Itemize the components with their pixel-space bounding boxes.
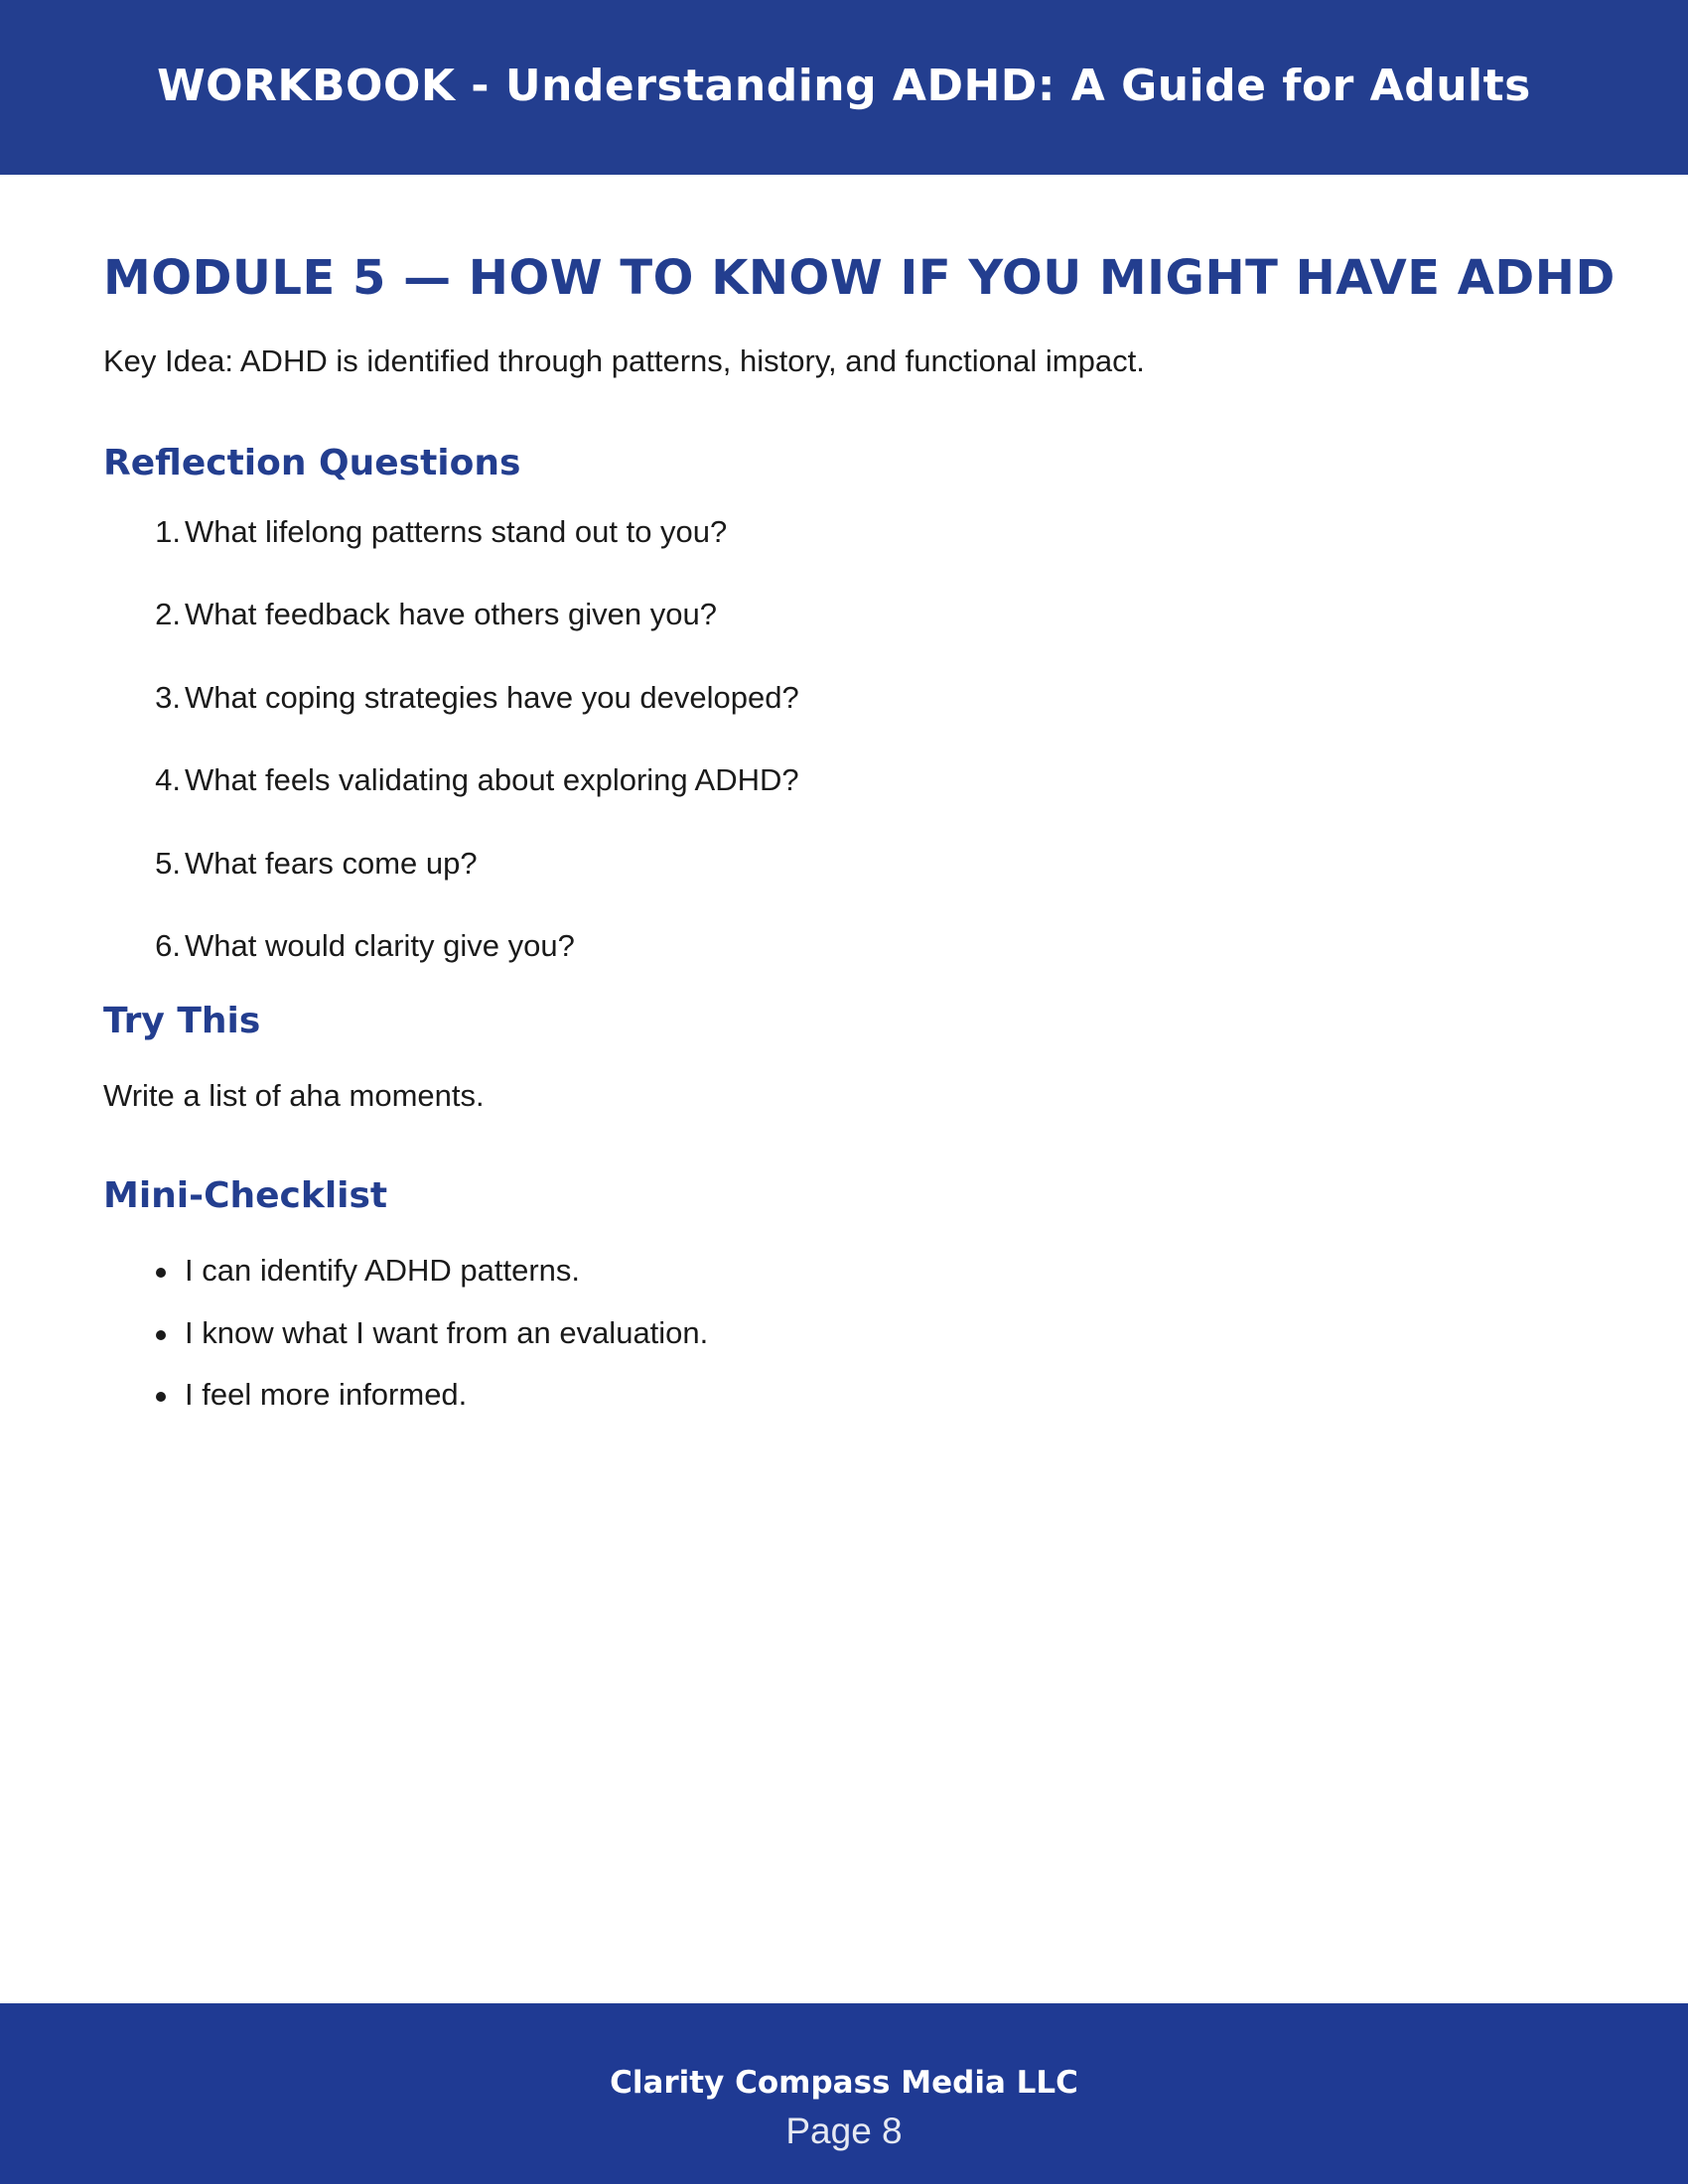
question-text: What would clarity give you? [185, 927, 575, 963]
question-text: What feedback have others given you? [185, 597, 717, 632]
question-text: What lifelong patterns stand out to you? [185, 514, 728, 549]
list-item [103, 680, 799, 762]
list-item [103, 1315, 708, 1378]
checklist-item-text: I feel more informed. [185, 1377, 468, 1412]
try-this-text: Write a list of aha moments. [103, 1078, 485, 1113]
question-number: 6. [155, 927, 181, 963]
question-number: 5. [155, 845, 181, 881]
checklist-item-text: I know what I want from an evaluation. [185, 1314, 709, 1350]
question-text: What coping strategies have you developed? [185, 679, 799, 715]
question-text: What fears come up? [185, 845, 478, 881]
list-item [103, 1253, 708, 1315]
question-number: 4. [155, 762, 181, 798]
module-title: MODULE 5 — HOW TO KNOW IF YOU MIGHT HAVE ADHD [103, 250, 1616, 306]
question-text: What feels validating about exploring ADHD? [185, 762, 799, 798]
header-band [0, 0, 1688, 175]
bullet-icon [103, 1377, 185, 1413]
key-idea: Key Idea: ADHD is identified through patterns, history, and functional impact. [103, 343, 1145, 378]
bullet-icon [103, 1315, 185, 1351]
list-item [103, 846, 799, 928]
list-item [103, 1377, 708, 1439]
list-item [103, 928, 799, 1011]
reflection-questions-list [103, 514, 799, 1011]
page-number: Page 8 [785, 2111, 903, 2151]
list-item [103, 514, 799, 597]
workbook-title: WORKBOOK - Understanding ADHD: A Guide for Adults [157, 60, 1531, 111]
footer-band [0, 2003, 1688, 2184]
question-number: 3. [155, 679, 181, 715]
question-number: 1. [155, 514, 181, 549]
checklist-item-text: I can identify ADHD patterns. [185, 1253, 581, 1288]
company-name: Clarity Compass Media LLC [610, 2065, 1078, 2101]
reflection-questions-heading: Reflection Questions [103, 443, 521, 483]
mini-checklist-heading: Mini-Checklist [103, 1175, 388, 1216]
list-item [103, 762, 799, 845]
mini-checklist [103, 1253, 708, 1439]
bullet-icon [103, 1253, 185, 1289]
question-number: 2. [155, 597, 181, 632]
try-this-heading: Try This [103, 1001, 261, 1041]
list-item [103, 597, 799, 679]
